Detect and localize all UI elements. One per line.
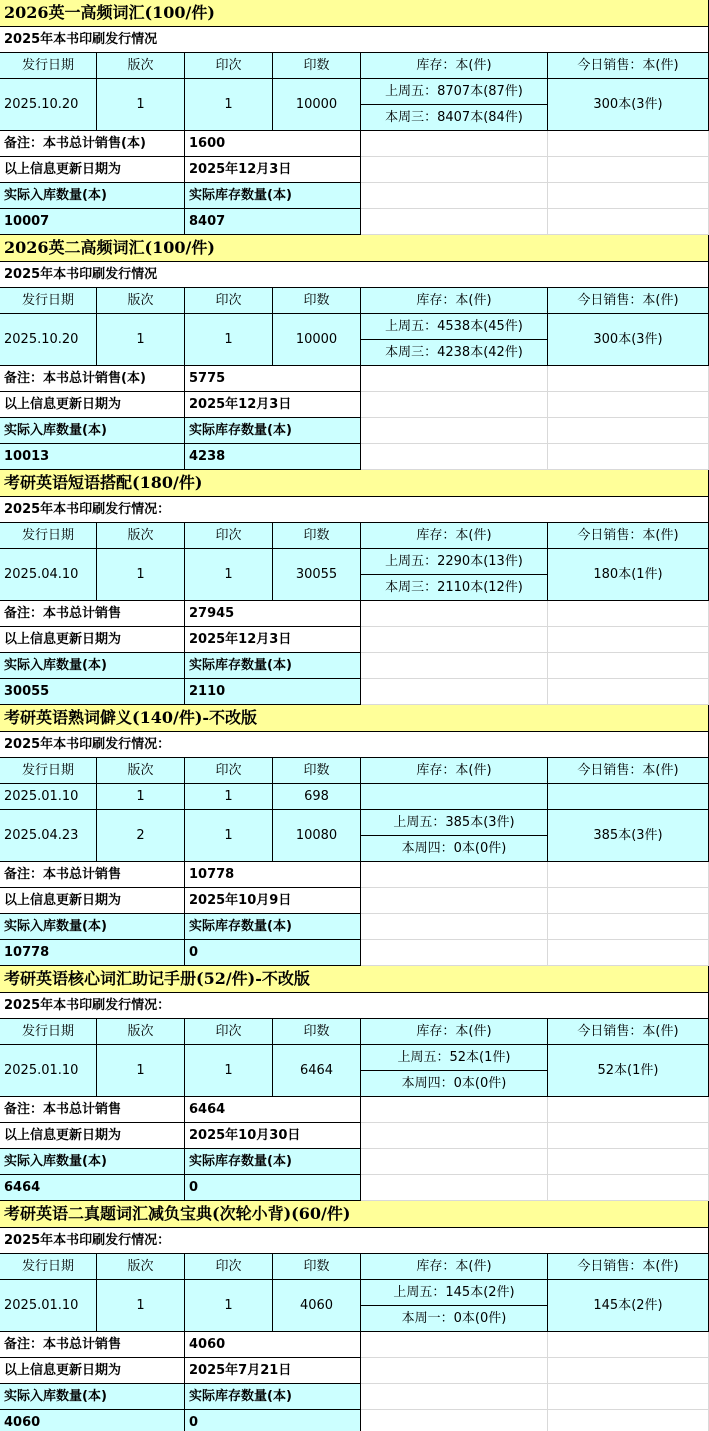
today-sales-header[interactable]: 今日销售：本(件) — [548, 523, 709, 549]
stock-this-week-cell[interactable]: 本周三：4238本(42件) — [361, 340, 548, 366]
update-date-label[interactable]: 以上信息更新日期为 — [0, 1358, 185, 1384]
actual-stock-value[interactable]: 0 — [185, 1175, 361, 1201]
update-date-label[interactable]: 以上信息更新日期为 — [0, 157, 185, 183]
total-sales-value[interactable]: 4060 — [185, 1332, 361, 1358]
empty-cell[interactable] — [361, 914, 548, 940]
edition-cell[interactable]: 1 — [97, 549, 185, 601]
today-sales-header[interactable]: 今日销售：本(件) — [548, 758, 709, 784]
edition-header[interactable]: 版次 — [97, 523, 185, 549]
empty-cell[interactable] — [361, 392, 548, 418]
total-sales-value[interactable]: 1600 — [185, 131, 361, 157]
empty-cell[interactable] — [361, 1384, 548, 1410]
total-sales-value[interactable]: 27945 — [185, 601, 361, 627]
actual-stock-value[interactable]: 0 — [185, 940, 361, 966]
empty-cell[interactable] — [361, 209, 548, 235]
edition-cell[interactable]: 1 — [97, 1045, 185, 1097]
print-status-subtitle[interactable]: 2025年本书印刷发行情况 — [0, 262, 709, 288]
stock-this-week-cell[interactable]: 本周四：0本(0件) — [361, 1071, 548, 1097]
empty-cell[interactable] — [361, 444, 548, 470]
stock-header[interactable]: 库存：本(件) — [361, 1019, 548, 1045]
empty-cell[interactable] — [548, 1410, 709, 1431]
stock-this-week-cell[interactable]: 本周三：8407本(84件) — [361, 105, 548, 131]
inbound-qty-label[interactable]: 实际入库数量(本) — [0, 1149, 185, 1175]
empty-cell[interactable] — [361, 1358, 548, 1384]
print-count-header[interactable]: 印数 — [273, 1019, 361, 1045]
inbound-qty-value[interactable]: 10013 — [0, 444, 185, 470]
total-sales-label[interactable]: 备注：本书总计销售(本) — [0, 366, 185, 392]
update-date-label[interactable]: 以上信息更新日期为 — [0, 392, 185, 418]
empty-cell[interactable] — [548, 1332, 709, 1358]
stock-this-week-cell[interactable]: 本周一：0本(0件) — [361, 1306, 548, 1332]
inbound-qty-label[interactable]: 实际入库数量(本) — [0, 914, 185, 940]
update-date-value[interactable]: 2025年12月3日 — [185, 157, 361, 183]
actual-stock-label[interactable]: 实际库存数量(本) — [185, 418, 361, 444]
impression-header[interactable]: 印次 — [185, 523, 273, 549]
release-date-cell[interactable]: 2025.04.10 — [0, 549, 97, 601]
today-sales-cell[interactable]: 300本(3件) — [548, 314, 709, 366]
print-count-cell[interactable]: 10000 — [273, 314, 361, 366]
impression-header[interactable]: 印次 — [185, 1019, 273, 1045]
impression-header[interactable]: 印次 — [185, 758, 273, 784]
empty-cell[interactable] — [361, 601, 548, 627]
edition-header[interactable]: 版次 — [97, 1254, 185, 1280]
actual-stock-value[interactable]: 4238 — [185, 444, 361, 470]
empty-cell[interactable] — [548, 1358, 709, 1384]
impression-cell[interactable]: 1 — [185, 810, 273, 862]
inbound-qty-label[interactable]: 实际入库数量(本) — [0, 1384, 185, 1410]
print-status-subtitle[interactable]: 2025年本书印刷发行情况： — [0, 732, 709, 758]
empty-cell[interactable] — [548, 1149, 709, 1175]
update-date-label[interactable]: 以上信息更新日期为 — [0, 1123, 185, 1149]
stock-last-week-cell[interactable]: 上周五：385本(3件) — [361, 810, 548, 836]
empty-cell[interactable] — [361, 418, 548, 444]
inbound-qty-value[interactable]: 10007 — [0, 209, 185, 235]
release-date-cell[interactable]: 2025.01.10 — [0, 1045, 97, 1097]
empty-cell[interactable] — [361, 1175, 548, 1201]
edition-cell[interactable]: 2 — [97, 810, 185, 862]
print-count-header[interactable]: 印数 — [273, 758, 361, 784]
date-header[interactable]: 发行日期 — [0, 53, 97, 79]
impression-cell[interactable]: 1 — [185, 79, 273, 131]
today-sales-cell[interactable]: 300本(3件) — [548, 79, 709, 131]
release-date-cell[interactable]: 2025.04.23 — [0, 810, 97, 862]
actual-stock-label[interactable]: 实际库存数量(本) — [185, 914, 361, 940]
edition-cell[interactable]: 1 — [97, 314, 185, 366]
stock-header[interactable]: 库存：本(件) — [361, 523, 548, 549]
total-sales-value[interactable]: 5775 — [185, 366, 361, 392]
empty-cell[interactable] — [548, 627, 709, 653]
empty-cell[interactable] — [548, 183, 709, 209]
empty-cell[interactable] — [548, 601, 709, 627]
edition-header[interactable]: 版次 — [97, 758, 185, 784]
empty-cell[interactable] — [361, 888, 548, 914]
empty-cell[interactable] — [548, 392, 709, 418]
today-sales-header[interactable]: 今日销售：本(件) — [548, 1254, 709, 1280]
impression-header[interactable]: 印次 — [185, 1254, 273, 1280]
today-sales-cell[interactable]: 385本(3件) — [548, 810, 709, 862]
print-count-cell[interactable]: 698 — [273, 784, 361, 810]
stock-last-week-cell[interactable]: 上周五：4538本(45件) — [361, 314, 548, 340]
inbound-qty-label[interactable]: 实际入库数量(本) — [0, 653, 185, 679]
empty-cell[interactable] — [361, 366, 548, 392]
book-title[interactable]: 考研英语熟词僻义(140/件)-不改版 — [0, 705, 709, 732]
empty-cell[interactable] — [361, 131, 548, 157]
update-date-value[interactable]: 2025年12月3日 — [185, 627, 361, 653]
print-status-subtitle[interactable]: 2025年本书印刷发行情况： — [0, 497, 709, 523]
inbound-qty-value[interactable]: 30055 — [0, 679, 185, 705]
empty-cell[interactable] — [548, 366, 709, 392]
actual-stock-value[interactable]: 8407 — [185, 209, 361, 235]
edition-cell[interactable]: 1 — [97, 79, 185, 131]
empty-cell[interactable] — [548, 418, 709, 444]
empty-cell[interactable] — [548, 131, 709, 157]
empty-cell[interactable] — [361, 940, 548, 966]
update-date-value[interactable]: 2025年7月21日 — [185, 1358, 361, 1384]
inbound-qty-value[interactable]: 10778 — [0, 940, 185, 966]
stock-header[interactable]: 库存：本(件) — [361, 1254, 548, 1280]
stock-last-week-cell[interactable]: 上周五：52本(1件) — [361, 1045, 548, 1071]
total-sales-label[interactable]: 备注：本书总计销售 — [0, 601, 185, 627]
print-count-header[interactable]: 印数 — [273, 523, 361, 549]
actual-stock-value[interactable]: 0 — [185, 1410, 361, 1431]
today-sales-header[interactable]: 今日销售：本(件) — [548, 1019, 709, 1045]
today-sales-header[interactable]: 今日销售：本(件) — [548, 53, 709, 79]
date-header[interactable]: 发行日期 — [0, 1254, 97, 1280]
impression-header[interactable]: 印次 — [185, 288, 273, 314]
stock-this-week-cell[interactable]: 本周四：0本(0件) — [361, 836, 548, 862]
edition-header[interactable]: 版次 — [97, 1019, 185, 1045]
empty-cell[interactable] — [361, 1332, 548, 1358]
date-header[interactable]: 发行日期 — [0, 523, 97, 549]
print-count-header[interactable]: 印数 — [273, 1254, 361, 1280]
total-sales-label[interactable]: 备注：本书总计销售 — [0, 1097, 185, 1123]
stock-last-week-cell[interactable]: 上周五：145本(2件) — [361, 1280, 548, 1306]
empty-cell[interactable] — [361, 653, 548, 679]
edition-header[interactable]: 版次 — [97, 53, 185, 79]
inbound-qty-value[interactable]: 4060 — [0, 1410, 185, 1431]
today-sales-cell[interactable] — [548, 784, 709, 810]
book-title[interactable]: 考研英语短语搭配(180/件) — [0, 470, 709, 497]
impression-cell[interactable]: 1 — [185, 549, 273, 601]
update-date-value[interactable]: 2025年12月3日 — [185, 392, 361, 418]
release-date-cell[interactable]: 2025.10.20 — [0, 314, 97, 366]
actual-stock-label[interactable]: 实际库存数量(本) — [185, 183, 361, 209]
edition-cell[interactable]: 1 — [97, 1280, 185, 1332]
edition-cell[interactable]: 1 — [97, 784, 185, 810]
stock-cell[interactable] — [361, 784, 548, 810]
empty-cell[interactable] — [361, 1149, 548, 1175]
print-count-header[interactable]: 印数 — [273, 53, 361, 79]
date-header[interactable]: 发行日期 — [0, 758, 97, 784]
today-sales-cell[interactable]: 180本(1件) — [548, 549, 709, 601]
empty-cell[interactable] — [548, 888, 709, 914]
print-count-header[interactable]: 印数 — [273, 288, 361, 314]
empty-cell[interactable] — [361, 1123, 548, 1149]
impression-cell[interactable]: 1 — [185, 1045, 273, 1097]
date-header[interactable]: 发行日期 — [0, 288, 97, 314]
update-date-value[interactable]: 2025年10月30日 — [185, 1123, 361, 1149]
empty-cell[interactable] — [548, 1384, 709, 1410]
update-date-value[interactable]: 2025年10月9日 — [185, 888, 361, 914]
empty-cell[interactable] — [361, 679, 548, 705]
book-title[interactable]: 考研英语二真题词汇减负宝典(次轮小背)(60/件) — [0, 1201, 709, 1228]
actual-stock-label[interactable]: 实际库存数量(本) — [185, 1149, 361, 1175]
empty-cell[interactable] — [548, 209, 709, 235]
today-sales-cell[interactable]: 145本(2件) — [548, 1280, 709, 1332]
stock-this-week-cell[interactable]: 本周三：2110本(12件) — [361, 575, 548, 601]
total-sales-label[interactable]: 备注：本书总计销售 — [0, 1332, 185, 1358]
total-sales-label[interactable]: 备注：本书总计销售 — [0, 862, 185, 888]
stock-last-week-cell[interactable]: 上周五：8707本(87件) — [361, 79, 548, 105]
empty-cell[interactable] — [548, 862, 709, 888]
print-count-cell[interactable]: 6464 — [273, 1045, 361, 1097]
empty-cell[interactable] — [361, 157, 548, 183]
empty-cell[interactable] — [548, 1175, 709, 1201]
stock-header[interactable]: 库存：本(件) — [361, 53, 548, 79]
update-date-label[interactable]: 以上信息更新日期为 — [0, 888, 185, 914]
print-status-subtitle[interactable]: 2025年本书印刷发行情况 — [0, 27, 709, 53]
update-date-label[interactable]: 以上信息更新日期为 — [0, 627, 185, 653]
print-count-cell[interactable]: 4060 — [273, 1280, 361, 1332]
impression-cell[interactable]: 1 — [185, 1280, 273, 1332]
book-title[interactable]: 2026英二高频词汇(100/件) — [0, 235, 709, 262]
impression-header[interactable]: 印次 — [185, 53, 273, 79]
total-sales-value[interactable]: 6464 — [185, 1097, 361, 1123]
print-status-subtitle[interactable]: 2025年本书印刷发行情况： — [0, 1228, 709, 1254]
impression-cell[interactable]: 1 — [185, 314, 273, 366]
print-status-subtitle[interactable]: 2025年本书印刷发行情况： — [0, 993, 709, 1019]
edition-header[interactable]: 版次 — [97, 288, 185, 314]
print-count-cell[interactable]: 10080 — [273, 810, 361, 862]
date-header[interactable]: 发行日期 — [0, 1019, 97, 1045]
release-date-cell[interactable]: 2025.10.20 — [0, 79, 97, 131]
release-date-cell[interactable]: 2025.01.10 — [0, 1280, 97, 1332]
empty-cell[interactable] — [548, 653, 709, 679]
empty-cell[interactable] — [548, 679, 709, 705]
actual-stock-label[interactable]: 实际库存数量(本) — [185, 1384, 361, 1410]
inbound-qty-label[interactable]: 实际入库数量(本) — [0, 183, 185, 209]
inbound-qty-label[interactable]: 实际入库数量(本) — [0, 418, 185, 444]
empty-cell[interactable] — [361, 1097, 548, 1123]
empty-cell[interactable] — [361, 862, 548, 888]
stock-header[interactable]: 库存：本(件) — [361, 758, 548, 784]
total-sales-value[interactable]: 10778 — [185, 862, 361, 888]
today-sales-header[interactable]: 今日销售：本(件) — [548, 288, 709, 314]
empty-cell[interactable] — [361, 183, 548, 209]
empty-cell[interactable] — [548, 940, 709, 966]
stock-header[interactable]: 库存：本(件) — [361, 288, 548, 314]
book-title[interactable]: 考研英语核心词汇助记手册(52/件)-不改版 — [0, 966, 709, 993]
empty-cell[interactable] — [548, 1123, 709, 1149]
inbound-qty-value[interactable]: 6464 — [0, 1175, 185, 1201]
empty-cell[interactable] — [548, 157, 709, 183]
empty-cell[interactable] — [548, 914, 709, 940]
today-sales-cell[interactable]: 52本(1件) — [548, 1045, 709, 1097]
impression-cell[interactable]: 1 — [185, 784, 273, 810]
actual-stock-label[interactable]: 实际库存数量(本) — [185, 653, 361, 679]
empty-cell[interactable] — [548, 444, 709, 470]
actual-stock-value[interactable]: 2110 — [185, 679, 361, 705]
stock-last-week-cell[interactable]: 上周五：2290本(13件) — [361, 549, 548, 575]
book-title[interactable]: 2026英一高频词汇(100/件) — [0, 0, 709, 27]
empty-cell[interactable] — [361, 1410, 548, 1431]
empty-cell[interactable] — [548, 1097, 709, 1123]
empty-cell[interactable] — [361, 627, 548, 653]
total-sales-label[interactable]: 备注：本书总计销售(本) — [0, 131, 185, 157]
release-date-cell[interactable]: 2025.01.10 — [0, 784, 97, 810]
print-count-cell[interactable]: 30055 — [273, 549, 361, 601]
print-count-cell[interactable]: 10000 — [273, 79, 361, 131]
